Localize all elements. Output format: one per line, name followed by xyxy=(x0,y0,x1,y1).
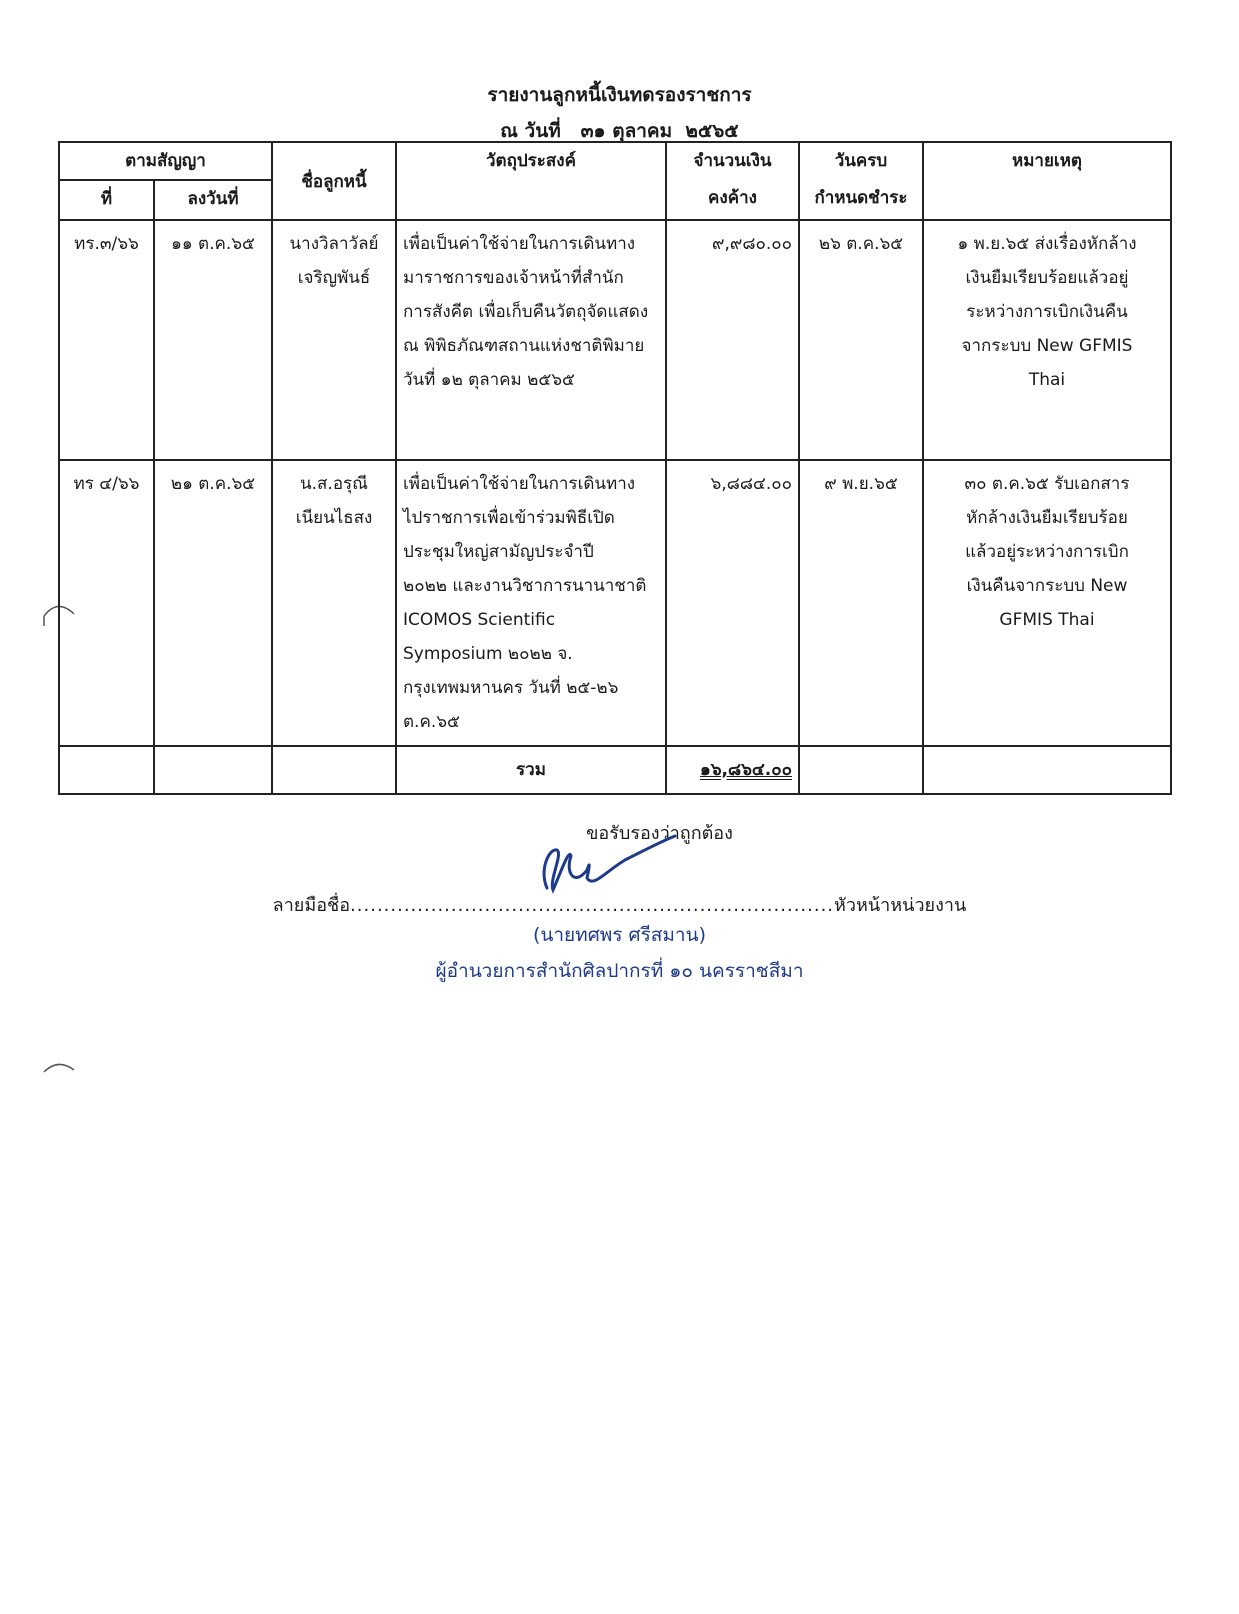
cell-date: ๑๑ ต.ค.๖๕ xyxy=(154,220,272,460)
report-date: ณ วันที่ ๓๑ ตุลาคม ๒๕๖๕ xyxy=(500,120,739,142)
purpose-line: มาราชการของเจ้าหน้าที่สำนัก xyxy=(403,268,624,288)
remark-line: เงินคืนจากระบบ New xyxy=(966,576,1128,596)
cell-no: ทร ๔/๖๖ xyxy=(59,460,154,746)
purpose-line: เพื่อเป็นค่าใช้จ่ายในการเดินทาง xyxy=(403,474,636,494)
header-purpose: วัตถุประสงค์ xyxy=(396,142,666,220)
debtor-line: นางวิลาวัลย์ xyxy=(289,234,379,254)
purpose-line: กรุงเทพมหานคร วันที่ ๒๕-๒๖ xyxy=(403,678,619,698)
signer-name: (นายทศพร ศรีสมาน) xyxy=(532,924,706,946)
header-no: ที่ xyxy=(59,180,154,220)
header-contract-group: ตามสัญญา xyxy=(59,142,272,180)
purpose-line: เพื่อเป็นค่าใช้จ่ายในการเดินทาง xyxy=(403,234,636,254)
debtor-line: น.ส.อรุณี xyxy=(300,474,368,494)
cell-empty xyxy=(923,746,1171,794)
cell-no: ทร.๓/๖๖ xyxy=(59,220,154,460)
table-row xyxy=(59,460,1171,746)
header-due xyxy=(799,142,923,220)
header-debtor: ชื่อลูกหนี้ xyxy=(272,142,396,220)
purpose-line: การสังคีต เพื่อเก็บคืนวัตถุจัดแสดง xyxy=(403,302,649,322)
remark-line: แล้วอยู่ระหว่างการเบิก xyxy=(965,542,1129,562)
debtor-line: เจริญพันธ์ xyxy=(297,268,371,288)
cell-empty xyxy=(59,746,154,794)
total-amount: ๑๖,๘๖๔.๐๐ xyxy=(699,760,792,780)
signer-position: ผู้อำนวยการสำนักศิลปากรที่ ๑๐ นครราชสีมา xyxy=(435,960,804,982)
signature-line xyxy=(0,890,1239,919)
remark-line: เงินยืมเรียบร้อยแล้วอยู่ xyxy=(965,268,1129,288)
remark-line: จากระบบ New GFMIS xyxy=(961,336,1133,356)
remark-line: ๑ พ.ย.๖๕ ส่งเรื่องหักล้าง xyxy=(957,234,1137,254)
header-due-line2: กำหนดชำระ xyxy=(814,188,908,208)
cell-purpose xyxy=(396,220,666,460)
cell-amount: ๙,๙๘๐.๐๐ xyxy=(666,220,799,460)
cell-amount: ๖,๘๘๔.๐๐ xyxy=(666,460,799,746)
header-remark: หมายเหตุ xyxy=(923,142,1171,220)
position-suffix: หัวหน้าหน่วยงาน xyxy=(834,895,967,916)
purpose-line: Symposium ๒๐๒๒ จ. xyxy=(403,644,573,664)
cell-date: ๒๑ ต.ค.๖๕ xyxy=(154,460,272,746)
cell-empty xyxy=(272,746,396,794)
table-row xyxy=(59,220,1171,460)
cell-due: ๒๖ ต.ค.๖๕ xyxy=(799,220,923,460)
cell-empty xyxy=(154,746,272,794)
scan-punch-mark-bottom xyxy=(40,1052,80,1082)
remark-line: หักล้างเงินยืมเรียบร้อย xyxy=(966,508,1128,528)
header-amount-line2: คงค้าง xyxy=(708,188,757,208)
total-label: รวม xyxy=(396,746,666,794)
purpose-line: วันที่ ๑๒ ตุลาคม ๒๕๖๕ xyxy=(403,370,575,390)
certify-text: ขอรับรองว่าถูกต้อง xyxy=(586,823,733,844)
total-amount-cell xyxy=(666,746,799,794)
header-amount xyxy=(666,142,799,220)
remark-line: ๓๐ ต.ค.๖๕ รับเอกสาร xyxy=(964,474,1130,494)
remark-line: GFMIS Thai xyxy=(999,610,1095,630)
cell-remark xyxy=(923,460,1171,746)
purpose-line: ไปราชการเพื่อเข้าร่วมพิธีเปิด xyxy=(403,508,615,528)
remark-line: ระหว่างการเบิกเงินคืน xyxy=(966,302,1128,322)
debtor-table xyxy=(58,141,1172,795)
cell-due: ๙ พ.ย.๖๕ xyxy=(799,460,923,746)
sign-label: ลายมือชื่อ xyxy=(272,895,351,916)
header-date: ลงวันที่ xyxy=(154,180,272,220)
debtor-line: เนียนไธสง xyxy=(295,508,373,528)
purpose-line: ณ พิพิธภัณฑสถานแห่งชาติพิมาย xyxy=(403,336,645,356)
remark-line: Thai xyxy=(1028,370,1066,390)
header-amount-line1: จำนวนเงิน xyxy=(693,151,772,171)
cell-empty xyxy=(799,746,923,794)
cell-debtor xyxy=(272,460,396,746)
purpose-line: ต.ค.๖๕ xyxy=(403,712,460,732)
purpose-line: ๒๐๒๒ และงานวิชาการนานาชาติ xyxy=(403,576,647,596)
header-due-line1: วันครบ xyxy=(834,151,888,171)
sign-dots: ........................................................................ xyxy=(350,895,835,916)
report-title: รายงานลูกหนี้เงินทดรองราชการ xyxy=(487,84,752,106)
purpose-line: ประชุมใหญ่สามัญประจำปี xyxy=(403,542,594,562)
purpose-line: ICOMOS Scientific xyxy=(403,610,556,630)
cell-remark xyxy=(923,220,1171,460)
total-row xyxy=(59,746,1171,794)
cell-purpose xyxy=(396,460,666,746)
cell-debtor xyxy=(272,220,396,460)
